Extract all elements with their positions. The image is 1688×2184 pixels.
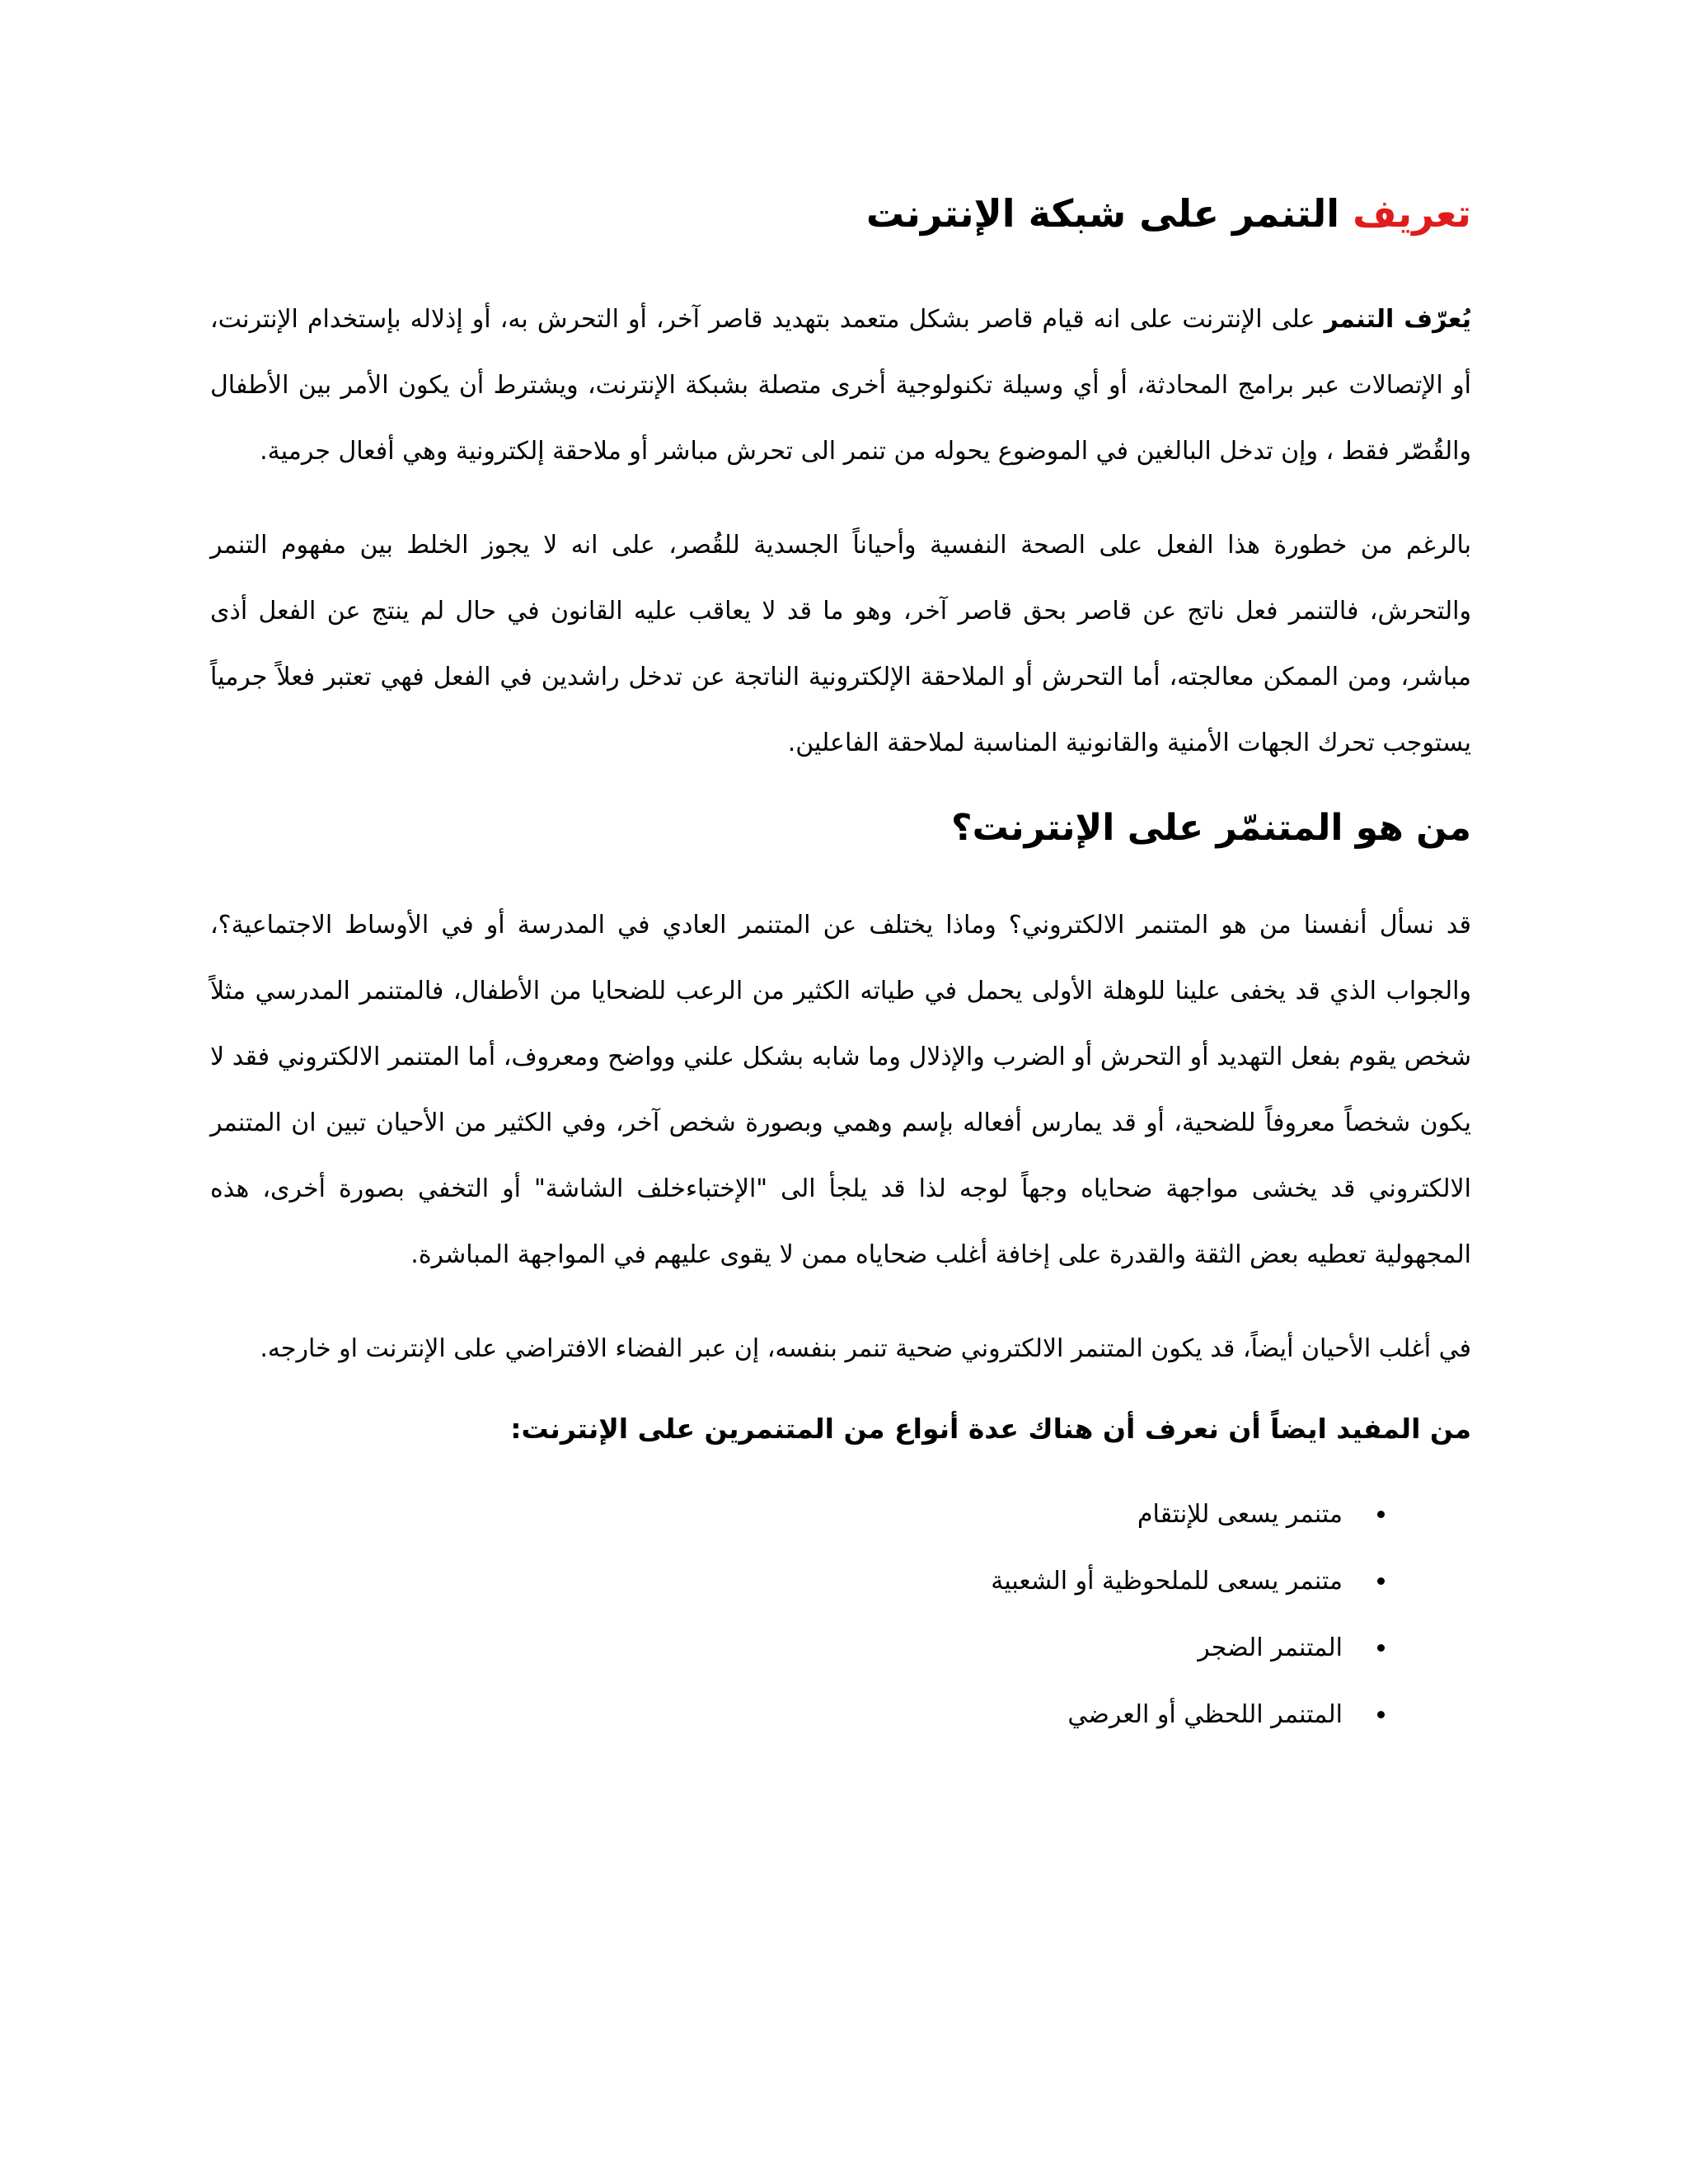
section-heading-who-is-bully: من هو المتنمّر على الإنترنت؟ xyxy=(951,806,1471,849)
list-item: • المتنمر الضجر xyxy=(210,1615,1364,1681)
list-item: • متنمر يسعى للملحوظية أو الشعبية xyxy=(210,1548,1364,1615)
document-page xyxy=(210,190,1471,1748)
list-item: • متنمر يسعى للإنتقام xyxy=(210,1481,1364,1548)
intro-bold-term: يُعرّف التنمر xyxy=(1324,304,1472,334)
section-heading-bully-types: من المفيد ايضاً أن نعرف أن هناك عدة أنواع من المتنمرين على الإنترنت: xyxy=(510,1412,1471,1445)
list-item: • المتنمر اللحظي أو العرضي xyxy=(210,1681,1364,1748)
paragraph-2: بالرغم من خطورة هذا الفعل على الصحة النفسية وأحياناً الجسدية للقُصر، على انه لا يجوز الخلط بين مفهوم التنمر والتحرش، فالتنمر فعل ناتج عن قاصر بحق قاصر آخر، وهو ما قد لا يعاقب عليه القانون في حال لم ينتج عن الفعل أذى مباشر، ومن الممكن معالجته، أما التحرش أو الملاحقة الإلكترونية الناتجة عن تدخل راشدين في الفعل فهي تعتبر فعلاً جرمياً يستوجب تحرك الجهات الأمنية والقانونية المناسبة لملاحقة الفاعلين. xyxy=(210,530,1471,757)
paragraph-3: قد نسأل أنفسنا من هو المتنمر الالكتروني؟ وماذا يختلف عن المتنمر العادي في المدرسة أو في الأوساط الاجتماعية؟، والجواب الذي قد يخفى علينا للوهلة الأولى يحمل في طياته الكثير من الرعب للضحايا من الأطفال، فالمتنمر المدرسي مثلاً شخص يقوم بفعل التهديد أو التحرش أو الضرب والإذلال وما شابه بشكل علني وواضح ومعروف، أما المتنمر الالكتروني فقد لا يكون شخصاً معروفاً للضحية، أو قد يمارس أفعاله بإسم وهمي وبصورة شخص آخر، وفي الكثير من الأحيان تبين ان المتنمر الالكتروني قد يخشى مواجهة ضحاياه وجهاً لوجه لذا قد يلجأ الى "الإختباءخلف الشاشة" أو التخفي بصورة أخرى، هذه المجهولية تعطيه بعض الثقة والقدرة على إخافة أغلب ضحاياه ممن لا يقوى عليهم في المواجهة المباشرة. xyxy=(210,910,1471,1269)
title-rest: التنمر على شبكة الإنترنت xyxy=(865,191,1340,236)
paragraph-4: في أغلب الأحيان أيضاً، قد يكون المتنمر الالكتروني ضحية تنمر بنفسه، إن عبر الفضاء الافتراضي على الإنترنت او خارجه. xyxy=(260,1333,1471,1363)
document-title xyxy=(210,190,1471,239)
intro-paragraph xyxy=(210,287,1471,485)
bully-types-list xyxy=(210,1481,1471,1748)
title-accent-word: تعريف xyxy=(1353,191,1471,236)
intro-text: على الإنترنت على انه قيام قاصر بشكل متعمد بتهديد قاصر آخر، أو التحرش به، أو إذلاله بإستخدام الإنترنت، أو الإتصالات عبر برامج المحادثة، أو أي وسيلة تكنولوجية أخرى متصلة بشبكة الإنترنت، ويشترط أن يكون الأمر بين الأطفال والقُصّر فقط ، وإن تدخل البالغين في الموضوع يحوله من تنمر الى تحرش مباشر أو ملاحقة إلكترونية وهي أفعال جرمية. xyxy=(210,304,1471,466)
